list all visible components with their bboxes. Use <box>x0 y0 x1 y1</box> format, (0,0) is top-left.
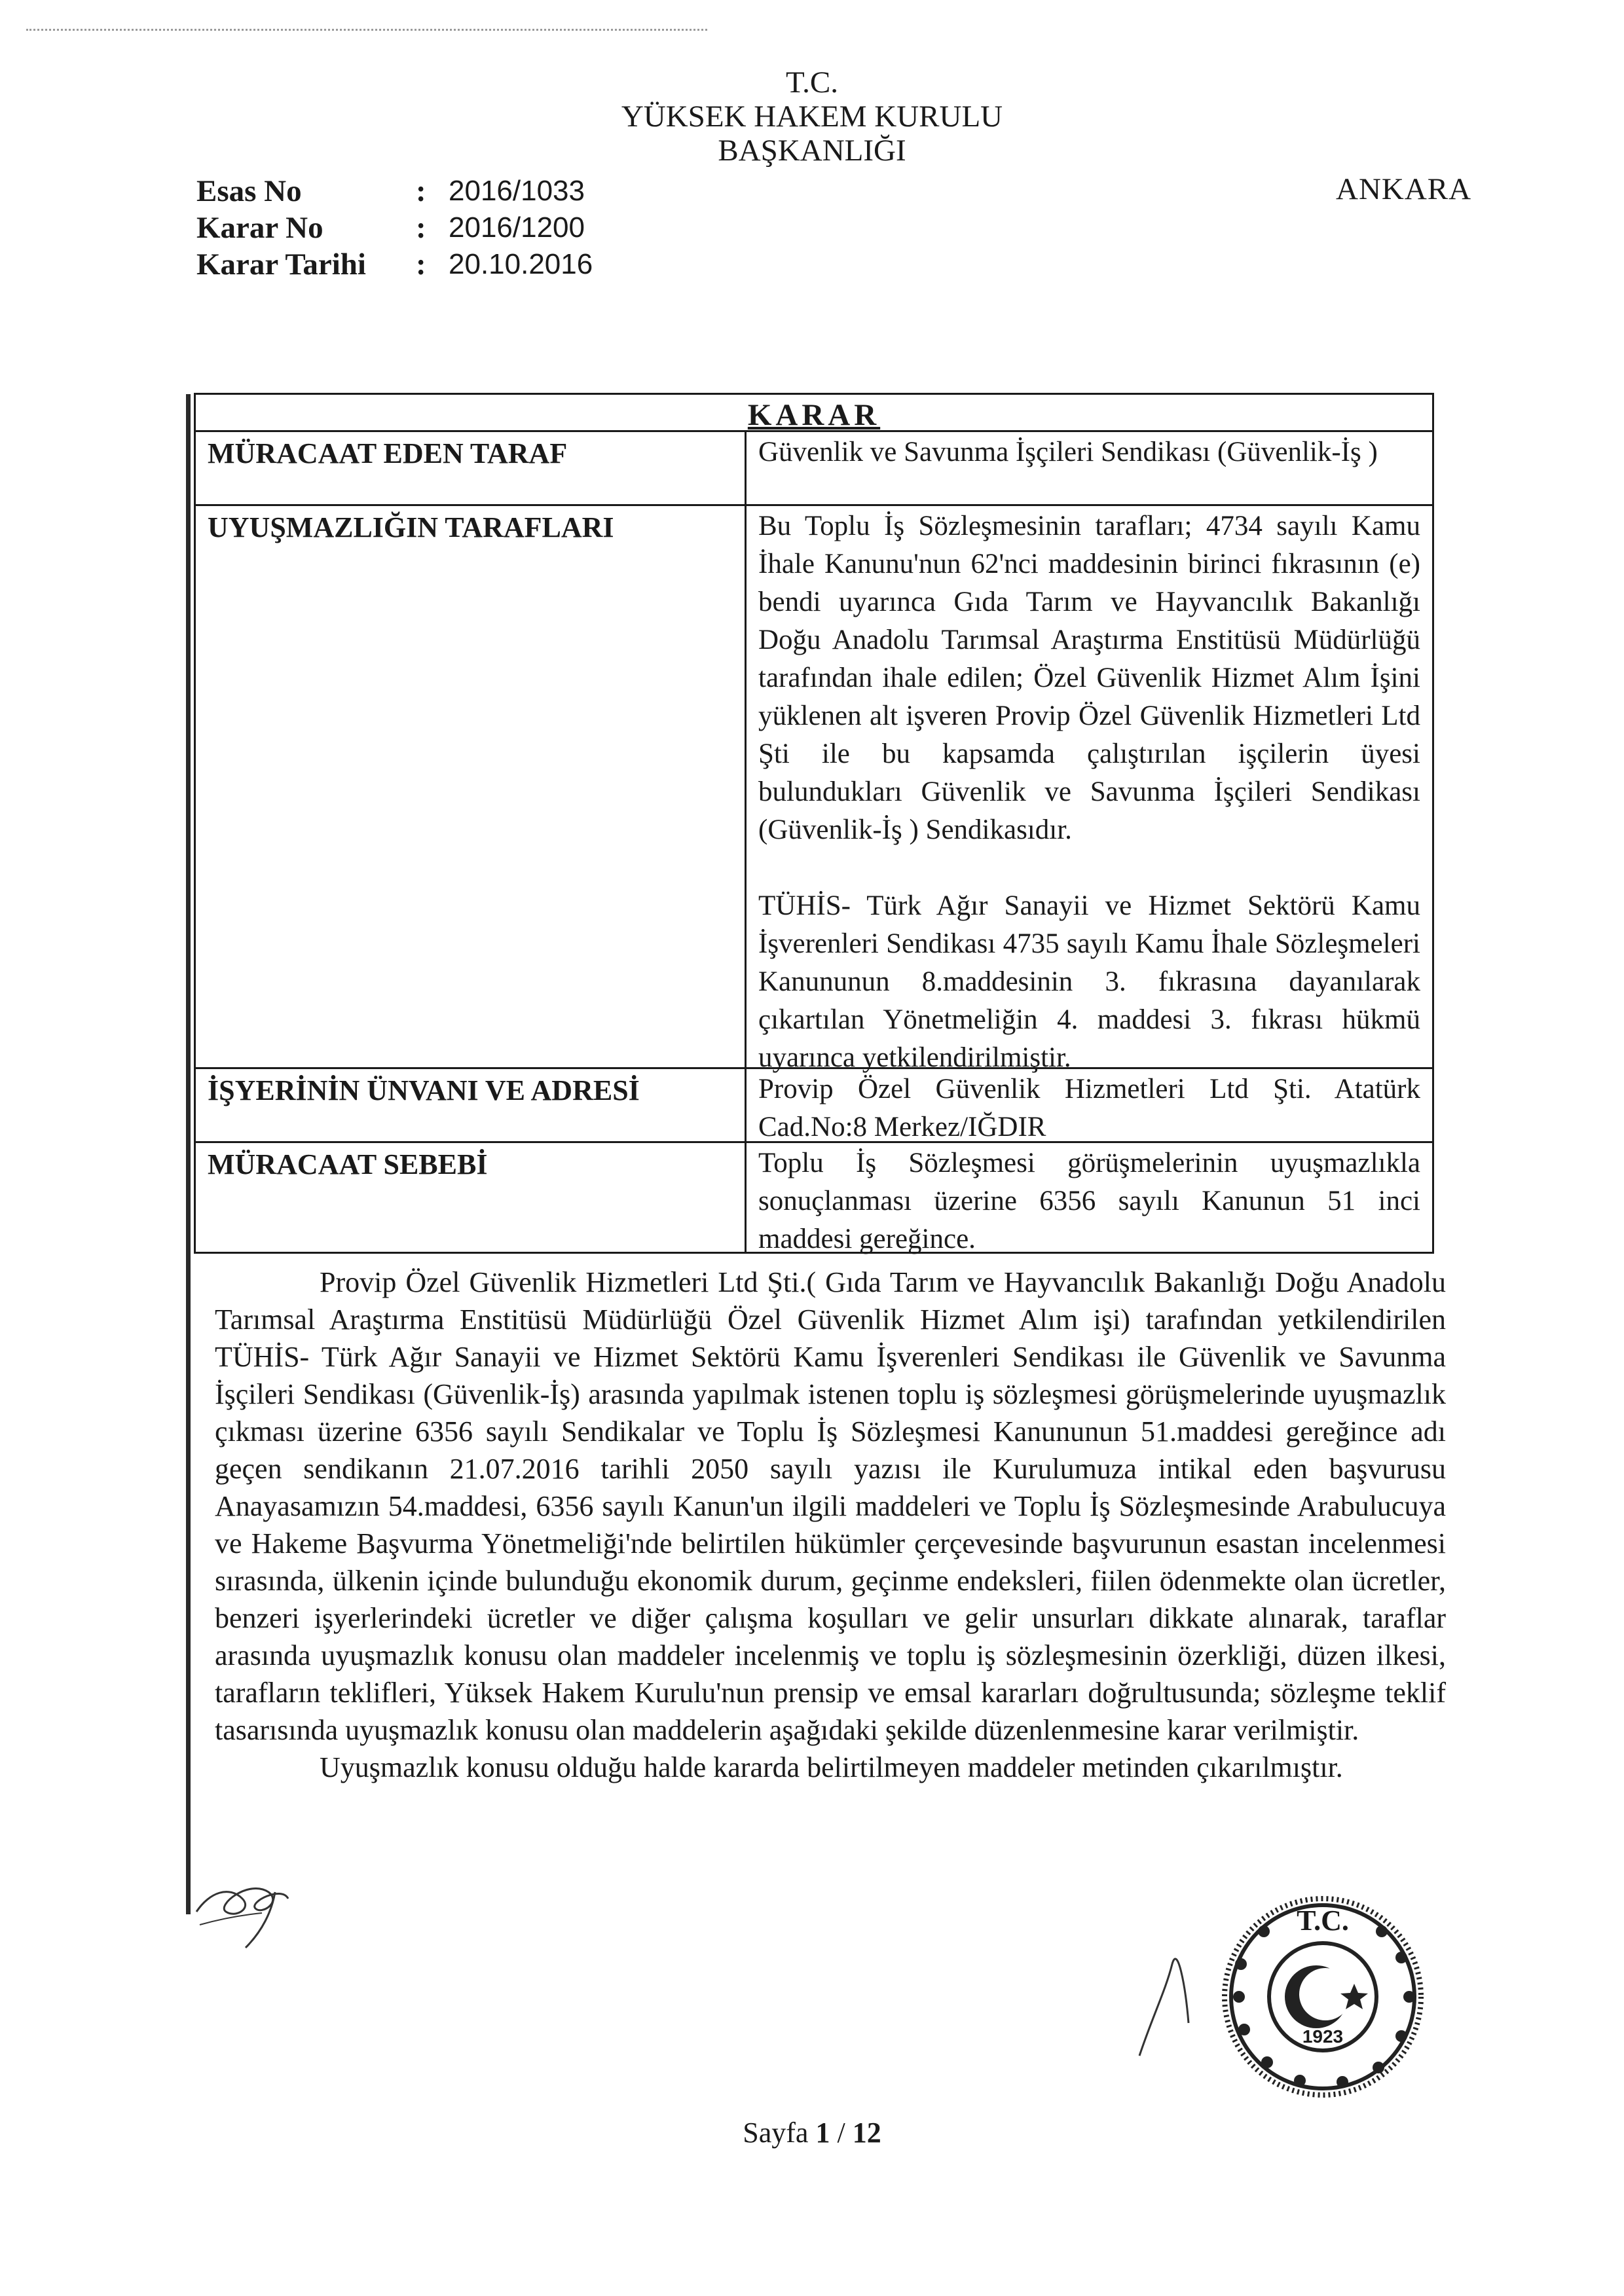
page-total: 12 <box>852 2117 881 2149</box>
row-value <box>747 506 1432 1073</box>
case-meta <box>196 173 593 283</box>
meta-label: Esas No <box>196 174 302 208</box>
table-row <box>196 432 1432 506</box>
row-value-paragraph: TÜHİS- Türk Ağır Sanayii ve Hizmet Sektörü Kamu İşverenleri Sendikası 4735 sayılı Kamu İhale Sözleşmeleri Kanununun 8.maddesinin 3. fıkrasına dayanılarak çıkartılan Yönetmeliğin 4. maddesi 3. fıkrası hükmü uyarınca yetkilendirilmiştir. <box>758 890 1420 1073</box>
page-current: 1 <box>815 2117 830 2149</box>
meta-label: Karar No <box>196 211 323 245</box>
seal-top-text: T.C. <box>1297 1904 1349 1937</box>
table-row <box>196 506 1432 1073</box>
meta-row-tarih <box>196 246 593 283</box>
table-title: KARAR <box>196 395 1432 432</box>
row-label: MÜRACAAT SEBEBİ <box>196 1143 747 1252</box>
meta-value: 20.10.2016 <box>449 248 593 280</box>
header-tc: T.C. <box>785 65 839 100</box>
page-separator: / <box>837 2117 845 2149</box>
meta-row-karar <box>196 210 593 246</box>
decision-body <box>215 1264 1446 1786</box>
table-row <box>196 1069 1432 1143</box>
meta-value: 2016/1033 <box>449 175 585 207</box>
row-label: İŞYERİNİN ÜNVANI VE ADRESİ <box>196 1069 747 1141</box>
page-number <box>0 2116 1624 2149</box>
header-presidency: BAŞKANLIĞI <box>718 134 906 168</box>
body-paragraph: Provip Özel Güvenlik Hizmetleri Ltd Şti.( Gıda Tarım ve Hayvancılık Bakanlığı Doğu Anadolu Tarımsal Araştırma Enstitüsü Müdürlüğü Özel Güvenlik Hizmet Alım işi) tarafından yetkilendirilen TÜHİS- Türk Ağır Sanayii ve Hizmet Sektörü Kamu İşverenleri Sendikası ile Güvenlik ve Savunma İşçileri Sendikası (Güvenlik-İş) arasında yapılmak istenen toplu iş sözleşmesi görüşmelerinde uyuşmazlık çıkması üzerine 6356 sayılı Sendikalar ve Toplu İş Sözleşmesi Kanununun 51.maddesi gereğince adı geçen sendikanın 21.07.2016 tarihli 2050 sayılı yazısı ile Kurulumuza intikal eden başvurusu Anayasamızın 54.maddesi, 6356 sayılı Kanun'un ilgili maddeleri ve Toplu İş Sözleşmesinde Arabulucuya ve Hakeme Başvurma Yönetmeliği'nde belirtilen hükümler çerçevesinde başvurunun esastan incelenmesi sırasında, ülkenin içinde bulunduğu ekonomik durum, geçinme endeksleri, fiilen ödenmekte olan ücretler, benzeri işyerlerindeki ücretler ve diğer çalışma koşulları ve gelir unsurları dikkate alınarak, taraflar arasında uyuşmazlık konusu olan maddeler incelenmiş ve toplu iş sözleşmesinin özerkliği, düzen ilkesi, tarafların teklifleri, Yüksek Hakem Kurulu'nun prensip ve emsal kararları doğrultusunda; sözleşme teklif tasarısında uyuşmazlık konusu olan maddelerin aşağıdaki şekilde düzenlenmesine karar verilmiştir. <box>215 1266 1446 1746</box>
city-label: ANKARA <box>1336 172 1472 206</box>
signature <box>190 1853 321 1951</box>
row-value-paragraph: Bu Toplu İş Sözleşmesinin tarafları; 4734 sayılı Kamu İhale Kanunu'nun 62'nci maddesinin birinci fıkrasının (e) bendi uyarınca Gıda Tarım ve Hayvancılık Bakanlığı Doğu Anadolu Tarımsal Araştırma Enstitüsü Müdürlüğü tarafından ihale edilen; Özel Güvenlik Hizmet Alım İşini yüklenen alt işveren Provip Özel Güvenlik Hizmetleri Ltd Şti ile bu kapsamda çalıştırılan işçilerin üyesi bulundukları Güvenlik ve Savunma İşçileri Sendikası (Güvenlik-İş ) Sendikasıdır. <box>758 511 1420 845</box>
margin-rule <box>186 394 191 1914</box>
meta-label: Karar Tarihi <box>196 247 366 282</box>
row-label: MÜRACAAT EDEN TARAF <box>196 432 747 504</box>
meta-value: 2016/1200 <box>449 211 585 244</box>
row-label: UYUŞMAZLIĞIN TARAFLARI <box>196 506 747 1067</box>
document-header <box>0 65 1624 168</box>
seal-year: 1923 <box>1302 2026 1344 2047</box>
scan-artifact-line <box>26 29 707 31</box>
decision-table <box>194 393 1434 1254</box>
table-row <box>196 1143 1432 1252</box>
body-paragraph: Uyuşmazlık konusu olduğu halde kararda belirtilmeyen maddeler metinden çıkarılmıştır. <box>320 1751 1343 1783</box>
page-label: Sayfa <box>743 2117 809 2149</box>
row-value: Toplu İş Sözleşmesi görüşmelerinin uyuşmazlıkla sonuçlanması üzerine 6356 sayılı Kanunun 51 inci maddesi gereğince. <box>758 1148 1420 1254</box>
meta-colon: : <box>416 211 426 245</box>
official-seal <box>1126 1886 1467 2108</box>
header-institution: YÜKSEK HAKEM KURULU <box>621 100 1003 134</box>
meta-row-esas <box>196 173 593 210</box>
meta-colon: : <box>416 247 426 282</box>
row-value: Güvenlik ve Savunma İşçileri Sendikası (Güvenlik-İş ) <box>758 437 1378 467</box>
meta-colon: : <box>416 174 426 208</box>
row-value: Provip Özel Güvenlik Hizmetleri Ltd Şti. Atatürk Cad.No:8 Merkez/IĞDIR <box>758 1074 1420 1142</box>
